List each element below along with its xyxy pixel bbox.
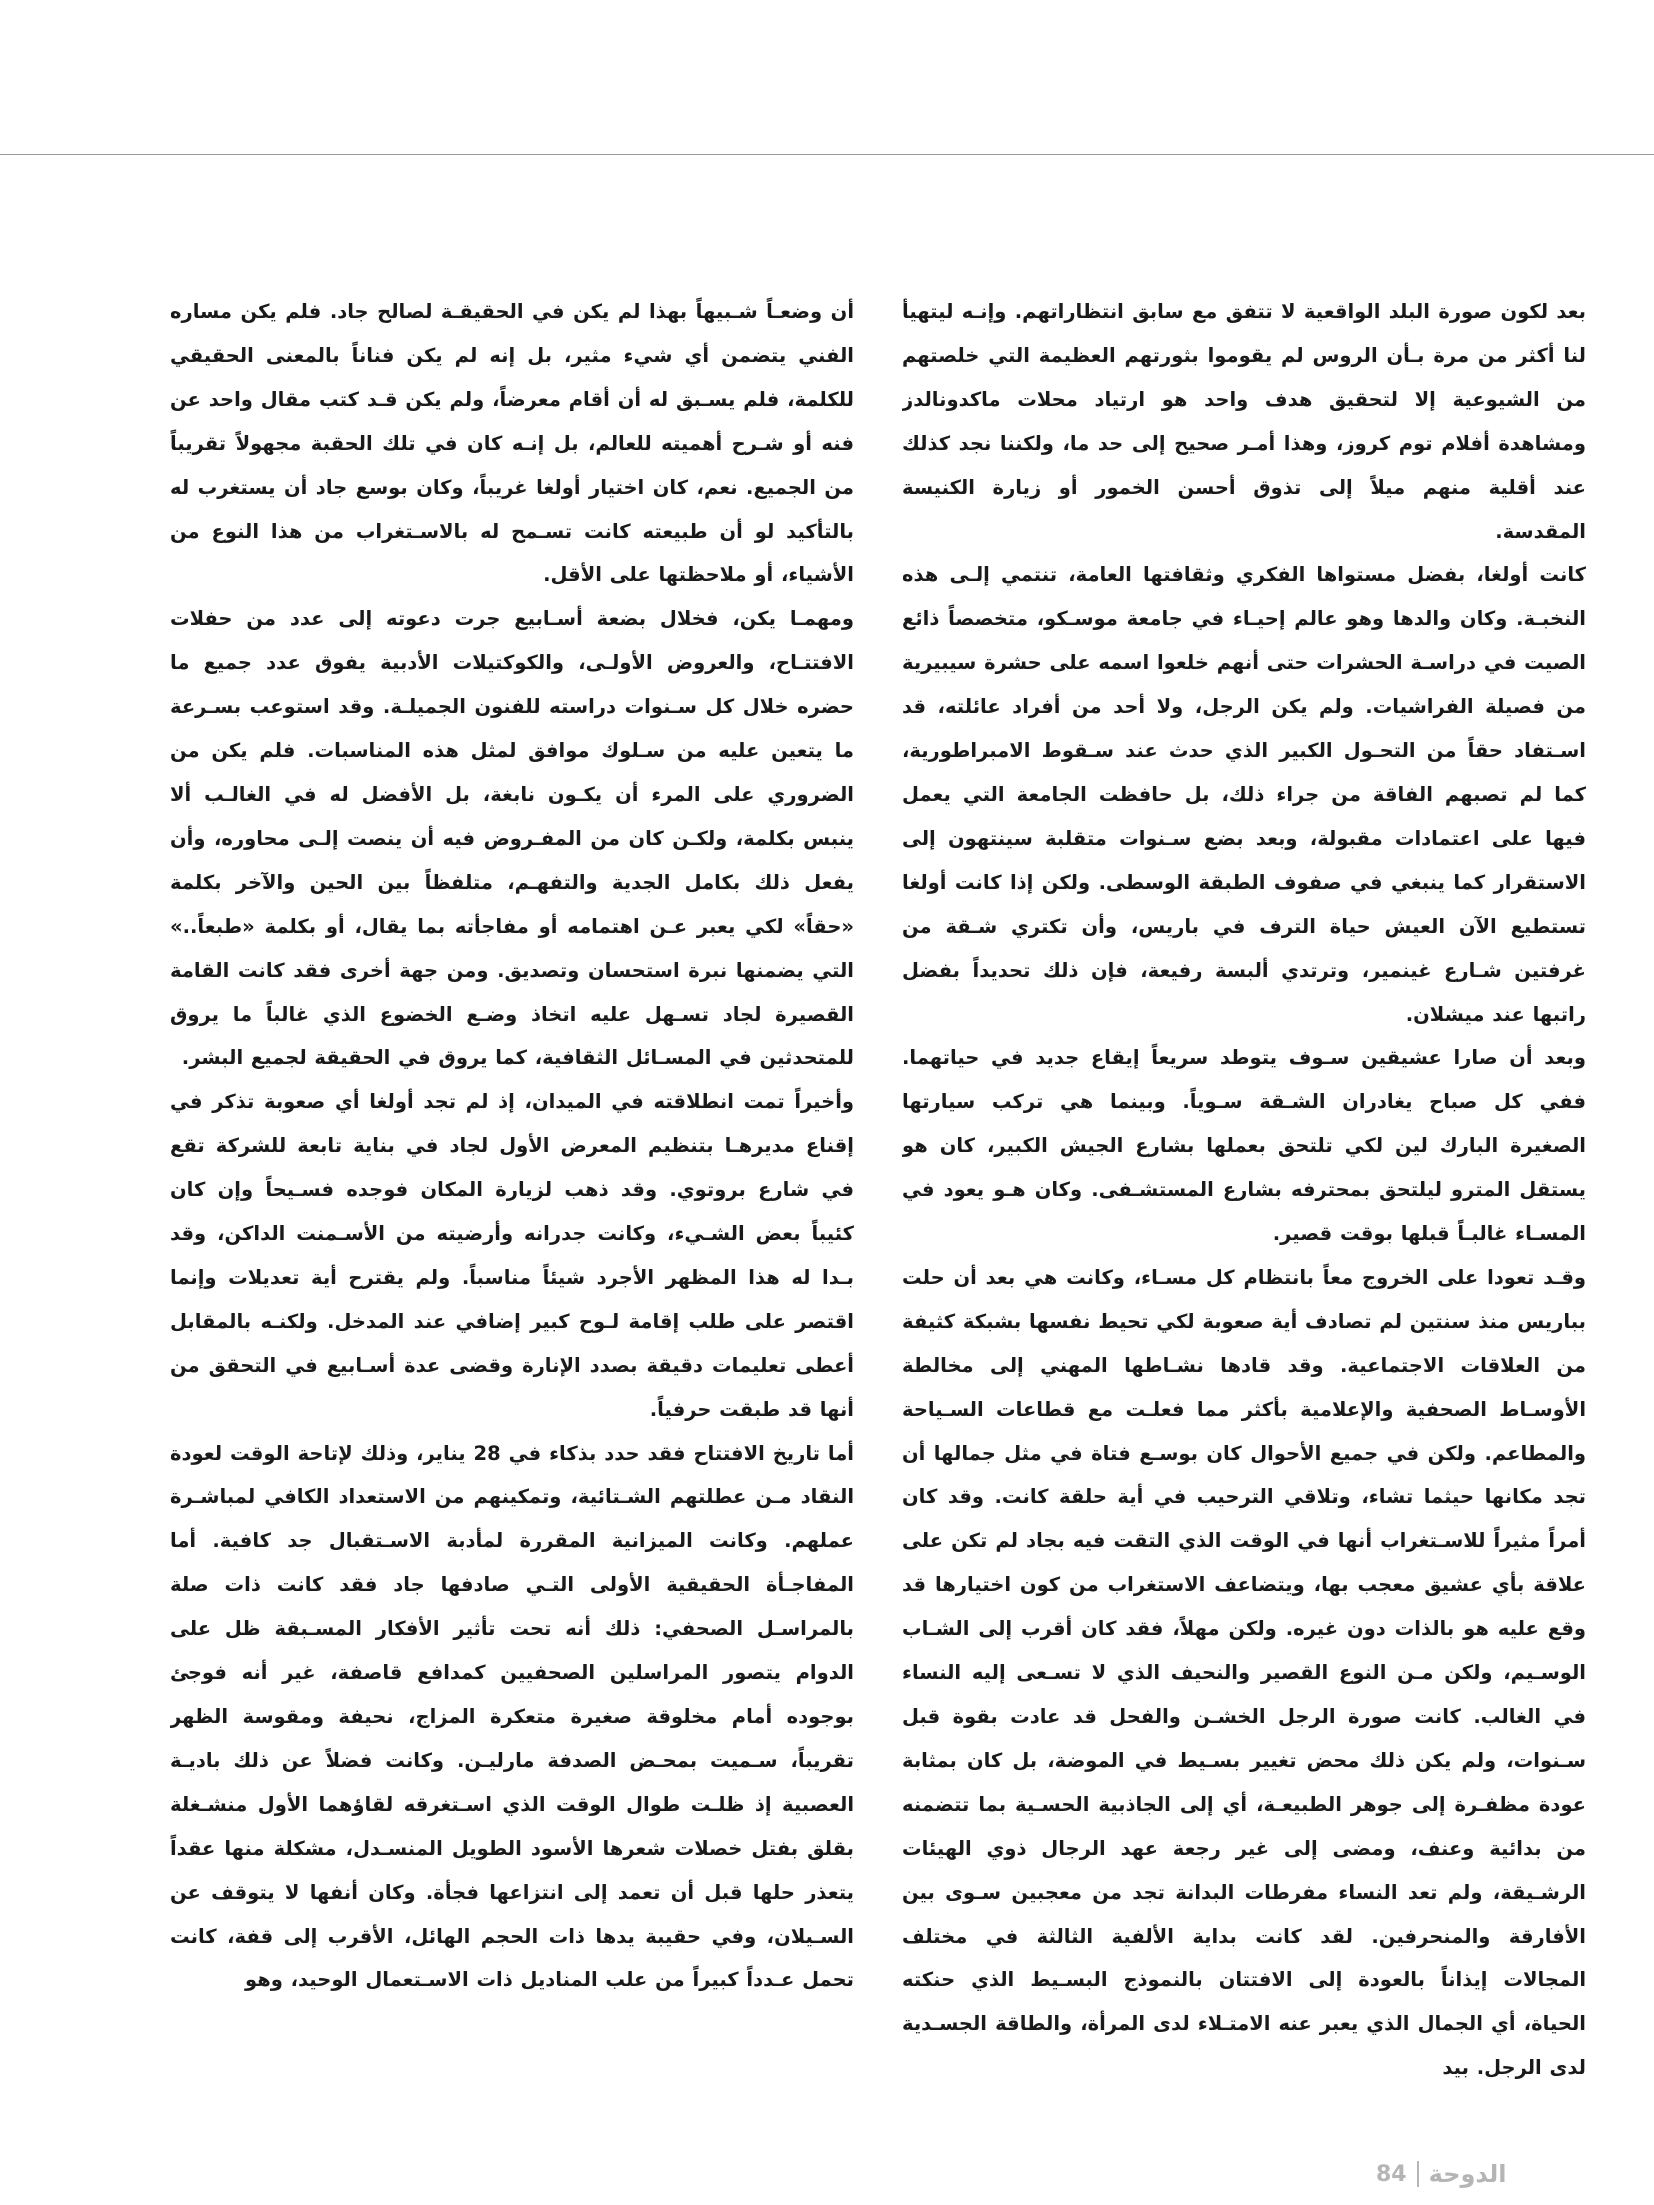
paragraph: وأخيراً تمت انطلاقته في الميدان، إذ لم تجد أولغا أي صعوبة تذكر في إقناع مديرهـا بتنظيم المعرض الأول لجاد في بناية تابعة للشركة تقع في شارع بروتوي. وقد ذهب لزيارة المكان فوجده فسـيحاً وإن كان كئيباً بعض الشـيء، وكانت جدرانه وأرضيته من الأسـمنت الداكن، وقد بـدا له هذا المظهر الأجرد شيئاً مناسباً. ولم يقترح أية تعديلات وإنما اقتصر على طلب إقامة لـوح كبير إضافي عند المدخل. ولكنـه بالمقابل أعطى تعليمات دقيقة بصدد الإنارة وقضى عدة أسـابيع في التحقق من أنها قد طبقت حرفياً. [170,1090,854,1421]
page-number: 84 [1376,2161,1407,2187]
top-divider-line [0,154,1654,155]
paragraph: أن وضعـاً شـبيهاً بهذا لم يكن في الحقيقـة لصالح جاد. فلم يكن مساره الفني يتضمن أي شيء مثير، بل إنه لم يكن فناناً بالمعنى الحقيقي للكلمة، فلم يسـبق له أن أقام معرضاً، ولم يكن قـد كتب مقال واحد عن فنه أو شـرح أهميته للعالم، بل إنـه كان في تلك الحقبة مجهولاً تقريباً من الجميع. نعم، كان اختيار أولغا غريباً، وكان بوسع جاد أن يستغرب له بالتأكيد لو أن طبيعته كانت تسـمح له بالاسـتغراب من هذا النوع من الأشياء، أو ملاحظتها على الأقل. [170,300,854,587]
paragraph: ومهمـا يكن، فخلال بضعة أسـابيع جرت دعوته إلى عدد من حفلات الافتتـاح، والعروض الأولـى، والكوكتيلات الأدبية يفوق عدد جميع ما حضره خلال كل سـنوات دراسته للفنون الجميلـة. وقد استوعب بسـرعة ما يتعين عليه من سـلوك موافق لمثل هذه المناسبات. فلم يكن من الضروري على المرء أن يكـون نابغة، بل الأفضل له في الغالـب ألا ينبس بكلمة، ولكـن كان من المفـروض فيه أن ينصت إلـى محاوره، وأن يفعل ذلك بكامل الجدية والتفهـم، متلفظاً بين الحين والآخر بكلمة «حقاً» لكي يعبر عـن اهتمامه أو مفاجأته بما يقال، أو بكلمة «طبعاً..» التي يضمنها نبرة استحسان وتصديق. ومن جهة أخرى فقد كانت القامة القصيرة لجاد تسـهل عليه اتخاذ وضـع الخضوع الذي غالباً ما يروق للمتحدثين في المسـائل الثقافية، كما يروق في الحقيقة لجميع البشر. [170,607,854,1070]
paragraph: أما تاريخ الافتتاح فقد حدد بذكاء في 28 يناير، وذلك لإتاحة الوقت لعودة النقاد مـن عطلتهم الشـتائية، وتمكينهم من الاستعداد الكافي لمباشـرة عملهم. وكانت الميزانية المقررة لمأدبة الاسـتقبال جد كافية. أما المفاجـأة الحقيقية الأولى التـي صادفها جاد فقد كانت ذات صلة بالمراسـل الصحفي: ذلك أنه تحت تأثير الأفكار المسـبقة ظل على الدوام يتصور المراسلين الصحفيين كمدافع قاصفة، غير أنه فوجئ بوجوده أمام مخلوقة صغيرة متعكرة المزاج، نحيفة ومقوسة الظهر تقريباً، سـميت بمحـض الصدفة مارليـن. وكانت فضلاً عن ذلك باديـة العصبية إذ ظلـت طوال الوقت الذي اسـتغرقه لقاؤهما الأول منشـغلة بقلق بفتل خصلات شعرها الأسود الطويل المنسـدل، مشكلة منها عقداً يتعذر حلها قبل أن تعمد إلى انتزاعها فجأة. وكان أنفها لا يتوقف عن السـيلان، وفي حقيبة يدها ذات الحجم الهائل، الأقرب إلى قفة، كانت تحمل عـدداً كبيراً من علب المناديل ذات الاسـتعمال الوحيد، وهو [170,1441,854,1992]
article-column-right [902,290,1586,2080]
paragraph: وقـد تعودا على الخروج معاً بانتظام كل مسـاء، وكانت هي بعد أن حلت بباريس منذ سنتين لم تصادف أية صعوبة لكي تحيط نفسها بشبكة كثيفة من العلاقات الاجتماعية. وقد قادها نشـاطها المهني إلى مخالطة الأوسـاط الصحفية والإعلامية بأكثر مما فعلـت مع قطاعات السـياحة والمطاعم. ولكن في جميع الأحوال كان بوسـع فتاة في مثل جمالها أن تجد مكانها حيثما تشاء، وتلاقي الترحيب في أية حلقة كانت. وقد كان أمراً مثيراً للاسـتغراب أنها في الوقت الذي التقت فيه بجاد لم تكن على علاقة بأي عشيق معجب بها، ويتضاعف الاستغراب من كون اختيارها قد وقع عليه هو بالذات دون غيره. ولكن مهلاً، فقد كان أقرب إلى الشـاب الوسـيم، ولكن مـن النوع القصير والنحيف الذي لا تسـعى إليه النساء في الغالب. كانت صورة الرجل الخشـن والفحل قد عادت بقوة قبل سـنوات، ولم يكن ذلك محض تغيير بسـيط في الموضة، بل كان بمثابة عودة مظفـرة إلى جوهر الطبيعـة، أي إلى الجاذبية الحسـية بما تتضمنه من بدائية وعنف، ومضى إلى غير رجعة عهد الرجال ذوي الهيئات الرشـيقة، ولم تعد النساء مفرطات البدانة تجد من معجبين سـوى بين الأفارقة والمنحرفين. لقد كانت بداية الألفية الثالثة في مختلف المجالات إيذاناً بالعودة إلى الافتتان بالنموذج البسـيط الذي حنكته الحياة، أي الجمال الذي يعبر عنه الامتـلاء لدى المرأة، والطاقة الجسـدية لدى الرجل. بيد [902,1265,1586,2080]
masthead-logo: الدوحة [1428,2160,1507,2188]
article-column-left [170,290,854,2080]
page-footer [1376,2152,1507,2196]
footer-divider [1417,2161,1419,2187]
paragraph: كانت أولغا، بفضل مستواها الفكري وثقافتها العامة، تنتمي إلـى هذه النخبـة. وكان والدها وهو عالم إحيـاء في جامعة موسـكو، متخصصاً ذائع الصيت في دراسـة الحشرات حتى أنهم خلعوا اسمه على حشرة سيبيرية من فصيلة الفراشيات. ولم يكن الرجل، ولا أحد من أفراد عائلته، قد اسـتفاد حقاً من التحـول الكبير الذي حدث عند سـقوط الامبراطورية، كما لم تصبهم الفاقة من جراء ذلك، بل حافظت الجامعة التي يعمل فيها على اعتمادات مقبولة، وبعد بضع سـنوات متقلبة سينتهون إلى الاستقرار كما ينبغي في صفوف الطبقة الوسطى. ولكن إذا كانت أولغا تستطيع الآن العيش حياة الترف في باريس، وأن تكتري شـقة من غرفتين شـارع غينمير، وترتدي ألبسة رفيعة، فإن ذلك تحديداً بفضل راتبها عند ميشلان. [902,563,1586,1026]
paragraph: بعد لكون صورة البلد الواقعية لا تتفق مع سابق انتظاراتهم. وإنـه ليتهيأ لنا أكثر من مرة بـأن الروس لم يقوموا بثورتهم العظيمة التي خلصتهم من الشيوعية إلا لتحقيق هدف واحد هو ارتياد محلات ماكدونالدز ومشاهدة أفلام توم كروز، وهذا أمـر صحيح إلى حد ما، ولكننا نجد كذلك عند أقلية منهم ميلاً إلى تذوق أحسن الخمور أو زيارة الكنيسة المقدسة. [902,300,1586,543]
paragraph: وبعد أن صارا عشيقين سـوف يتوطد سريعاً إيقاع جديد في حياتهما. ففي كل صباح يغادران الشـقة سـوياً. وبينما هي تركب سيارتها الصغيرة البارك لين لكي تلتحق بعملها بشارع الجيش الكبير، كان هو يستقل المترو ليلتحق بمحترفه بشارع المستشـفى. وكان هـو يعود في المسـاء غالبـاً قبلها بوقت قصير. [902,1046,1586,1246]
